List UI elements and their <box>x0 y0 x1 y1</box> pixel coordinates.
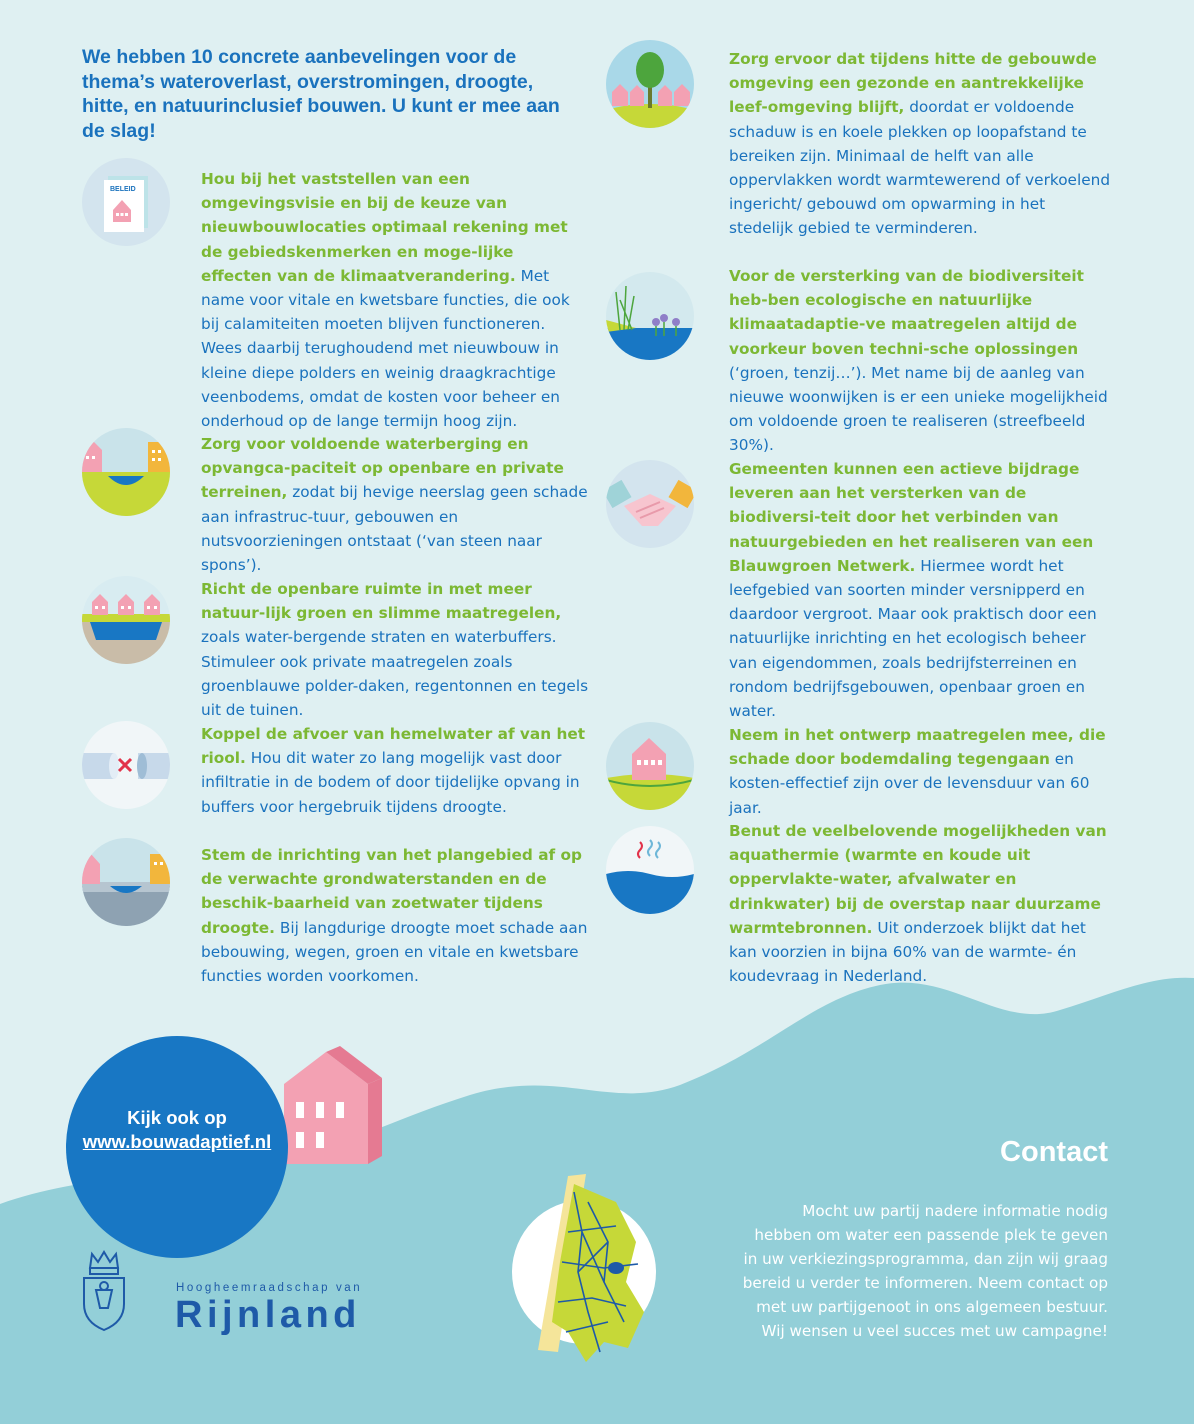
groundwater-icon <box>82 838 170 926</box>
contact-body <box>722 1199 1108 1343</box>
contact-line: hebben om water een passende plek te geven <box>754 1226 1108 1244</box>
tree-shade-icon <box>606 40 694 128</box>
policy-document-icon <box>82 158 170 246</box>
org-subtitle: Hoogheemraadschap van <box>176 1282 363 1294</box>
rijnland-map-icon <box>508 1172 660 1378</box>
water-storage-icon <box>82 428 170 516</box>
recommendation-1: Hou bij het vaststellen van een omgevingsvisie en bij de keuze van nieuwbouwlocaties optimaal rekening met de gebiedskenmerken en moge-lijke effecten van de klimaatverandering. Met name voor vitale en kwetsbare functies, die ook bij calamiteiten moeten blijven functioneren. Wees daarbij terughoudend met nieuwbouw in kleine diepe polders en weinig draagkrachtige veenbodems, omdat de kosten voor beheer en onderhoud op de lange termijn hoog zijn. <box>201 170 570 431</box>
contact-line: bereid u verder te informeren. Neem contact op <box>742 1274 1108 1292</box>
recommendation-2: Zorg voor voldoende waterberging en opvangca-paciteit op openbare en private terreinen, zodat bij hevige neerslag geen schade aan infrastruc-tuur, gebouwen en nutsvoorzieningen ontstaat (‘van steen naar spons’). <box>201 435 588 575</box>
green-street-icon <box>82 576 170 664</box>
website-intro: Kijk ook op <box>127 1107 227 1128</box>
recommendation-5: Stem de inrichting van het plangebied af op de verwachte grondwaterstanden en de beschik-baarheid van zoetwater tijdens droogte. Bij langdurige droogte moet schade aan bebouwing, wegen, groen en vitale en kwetsbare functies worden voorkomen. <box>201 846 588 986</box>
handshake-icon <box>606 460 694 548</box>
contact-title: Contact <box>1000 1136 1108 1168</box>
website-callout <box>66 1106 288 1154</box>
disconnected-pipe-icon <box>82 721 170 809</box>
svg-text:BELEID: BELEID <box>110 186 136 193</box>
recommendation-6: Zorg ervoor dat tijdens hitte de gebouwde omgeving een gezonde en aantrekkelijke leef-omgeving blijft, doordat er voldoende schaduw is en koele plekken op loopafstand te bereiken zijn. Minimaal de helft van alle oppervlakken wordt warmtewerend of verkoelend ingericht/ gebouwd om opwarming in het stedelijk gebied te verminderen. <box>729 50 1111 238</box>
recommendation-3: Richt de openbare ruimte in met meer natuur-lijk groen en slimme maatregelen, zoals water-bergende straten en waterbuffers. Stimuleer ook private maatregelen zoals groenblauwe polder-daken, regentonnen en tegels uit de tuinen. <box>201 580 589 720</box>
recommendation-8: Gemeenten kunnen een actieve bijdrage leveren aan het versterken van de biodiversi-teit door het verbinden van natuurgebieden en het realiseren van een Blauwgroen Netwerk. Hiermee wordt het leefgebied van soorten minder versnipperd en daardoor vergroot. Maar ook praktisch door een natuurlijke inrichting en het ecologisch beheer van eigendommen, zoals bedrijfsterreinen en rondom bedrijfsgebouwen, openbaar groen en water. <box>729 460 1097 721</box>
recommendation-9: Neem in het ontwerp maatregelen mee, die schade door bodemdaling tegengaan en kosten-effectief zijn over de levensduur van 60 jaar. <box>729 726 1106 817</box>
website-link[interactable]: www.bouwadaptief.nl <box>82 1131 272 1152</box>
intro-text: We hebben 10 concrete aanbevelingen voor de thema’s wateroverlast, overstromingen, droogte, hitte, en natuurinclusief bouwen. U kunt er mee aan de slag! <box>82 46 560 142</box>
recommendation-7: Voor de versterking van de biodiversiteit heb-ben ecologische en natuurlijke klimaatadaptie-ve maatregelen altijd de voorkeur boven techni-sche oplossingen (‘groen, tenzij…’). Met name bij de aanleg van nieuwe woonwijken is er een unieke mogelijkheid om voldoende groen te realiseren (streefbeeld 30%). <box>729 267 1108 455</box>
pink-house-illustration <box>276 1044 386 1164</box>
recommendation-4: Koppel de afvoer van hemelwater af van het riool. Hou dit water zo lang mogelijk vast door infiltratie in de bodem of door tijdelijke opvang in buffers voor hergebruik tijdens droogte. <box>201 725 586 816</box>
contact-line: Wij wensen u veel succes met uw campagne! <box>761 1322 1108 1340</box>
aquathermal-icon <box>606 826 694 914</box>
rijnland-crest-icon <box>78 1248 130 1334</box>
org-name: Rijnland <box>175 1294 361 1336</box>
recommendation-10: Benut de veelbelovende mogelijkheden van aquathermie (warmte en koude uit oppervlakte-water, afvalwater en drinkwater) bij de overstap naar duurzame warmtebronnen. Uit onderzoek blijkt dat het kan voorzien in bijna 60% van de warmte- én koudevraag in Nederland. <box>729 822 1107 986</box>
contact-line: met uw partijgenoot in ons algemeen bestuur. <box>756 1298 1108 1316</box>
contact-line: in uw verkiezingsprogramma, dan zijn wij graag <box>743 1250 1108 1268</box>
reeds-flowers-icon <box>606 272 694 360</box>
subsidence-house-icon <box>606 722 694 810</box>
contact-line: Mocht uw partij nadere informatie nodig <box>802 1202 1108 1220</box>
